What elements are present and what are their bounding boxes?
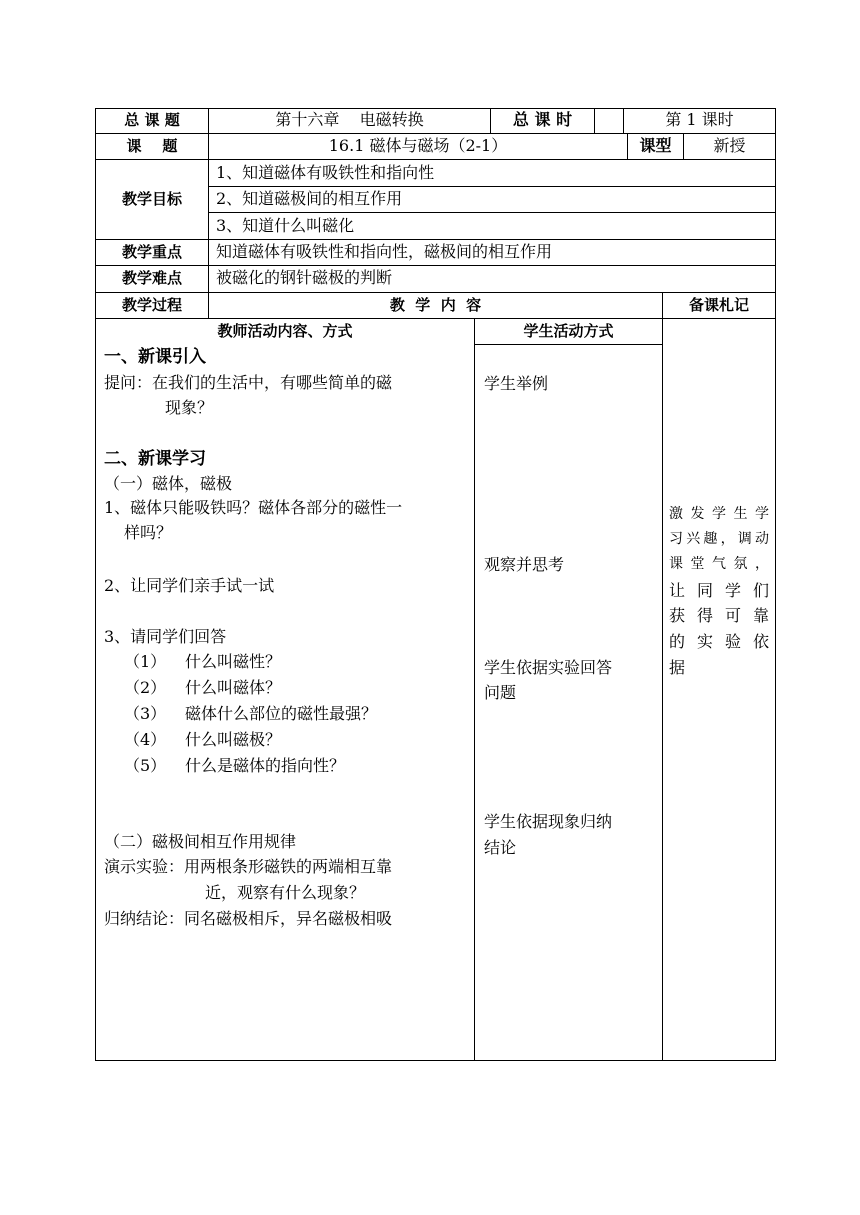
question-2-number: （2） (124, 678, 167, 697)
type-value: 新授 (713, 136, 746, 155)
question-5-number: （5） (124, 756, 167, 775)
item2: 2、让同学们亲手试一试 (104, 576, 275, 595)
question-3-number: （3） (124, 704, 167, 723)
type-label: 课型 (639, 136, 672, 155)
note-line-4: 让同学们 (669, 581, 769, 600)
lesson-number: 第 1 课时 (665, 110, 734, 129)
topic-value: 16.1 磁体与磁场（2-1） (328, 136, 508, 155)
objective-item-2: 2、知道磁极间的相互作用 (216, 189, 403, 208)
question-3-text: 磁体什么部位的磁性最强？ (185, 704, 378, 723)
question-4-text: 什么叫磁极？ (185, 730, 282, 749)
item3: 3、请同学们回答 (104, 627, 227, 646)
key-point-label: 教学重点 (121, 243, 182, 261)
demo-line2: 近，观察有什么现象？ (205, 883, 366, 902)
student-answer-4-line2: 结论 (484, 838, 517, 857)
note-line-1: 激发学生学 (669, 506, 769, 522)
objective-item-3: 3、知道什么叫磁化 (216, 216, 355, 235)
section-new-lesson-heading: 二、新课学习 (104, 449, 206, 469)
note-line-3: 课堂气氛， (669, 556, 769, 572)
note-line-6: 的实验依 (669, 632, 769, 651)
total-hours-label: 总 课 时 (512, 110, 573, 129)
conclusion: 归纳结论：同名磁极相斥，异名磁极相吸 (104, 909, 393, 928)
notes-header: 备课札记 (688, 296, 749, 314)
section-intro-heading: 一、新课引入 (104, 347, 206, 367)
objective-item-1: 1、知道磁体有吸铁性和指向性 (216, 163, 435, 182)
demo-line1: 演示实验：用两根条形磁铁的两端相互靠 (104, 857, 393, 876)
total-topic-label: 总 课 题 (124, 111, 180, 129)
student-answer-2: 观察并思考 (484, 555, 565, 574)
student-column-header: 学生活动方式 (523, 322, 614, 340)
item1-line1: 1、磁体只能吸铁吗？磁体各部分的磁性一 (104, 498, 403, 517)
teacher-column-header: 教师活动内容、方式 (217, 322, 353, 340)
question-1-text: 什么叫磁性？ (185, 652, 282, 671)
total-topic-value: 第十六章 电磁转换 (275, 110, 424, 129)
student-answer-4-line1: 学生依据现象归纳 (484, 812, 613, 831)
note-line-7: 据 (669, 658, 686, 677)
note-line-5: 获得可靠 (669, 606, 769, 625)
key-point-value: 知道磁体有吸铁性和指向性，磁极间的相互作用 (216, 242, 553, 261)
question-2-text: 什么叫磁体？ (185, 678, 282, 697)
question-5-text: 什么是磁体的指向性？ (185, 756, 346, 775)
objectives-label: 教学目标 (121, 190, 182, 208)
content-header: 教 学 内 容 (389, 296, 482, 314)
question-4-number: （4） (124, 730, 167, 749)
note-line-2: 习兴趣，调动 (669, 531, 769, 547)
intro-question-line2: 现象？ (165, 398, 214, 417)
student-answer-3-line1: 学生依据实验回答 (484, 658, 613, 677)
student-answer-1: 学生举例 (484, 374, 549, 393)
subsection-pole-interaction: （二）磁极间相互作用规律 (104, 832, 297, 851)
subsection-magnet-poles: （一）磁体，磁极 (104, 474, 233, 493)
intro-question-line1: 提问：在我们的生活中，有哪些简单的磁 (104, 373, 393, 392)
item1-line2: 样吗？ (124, 523, 173, 542)
question-1-number: （1） (124, 652, 167, 671)
process-label: 教学过程 (121, 296, 182, 314)
difficulty-value: 被磁化的钢针磁极的判断 (216, 268, 393, 287)
student-answer-3-line2: 问题 (484, 683, 517, 702)
topic-label: 课 题 (126, 137, 178, 155)
difficulty-label: 教学难点 (121, 269, 182, 287)
